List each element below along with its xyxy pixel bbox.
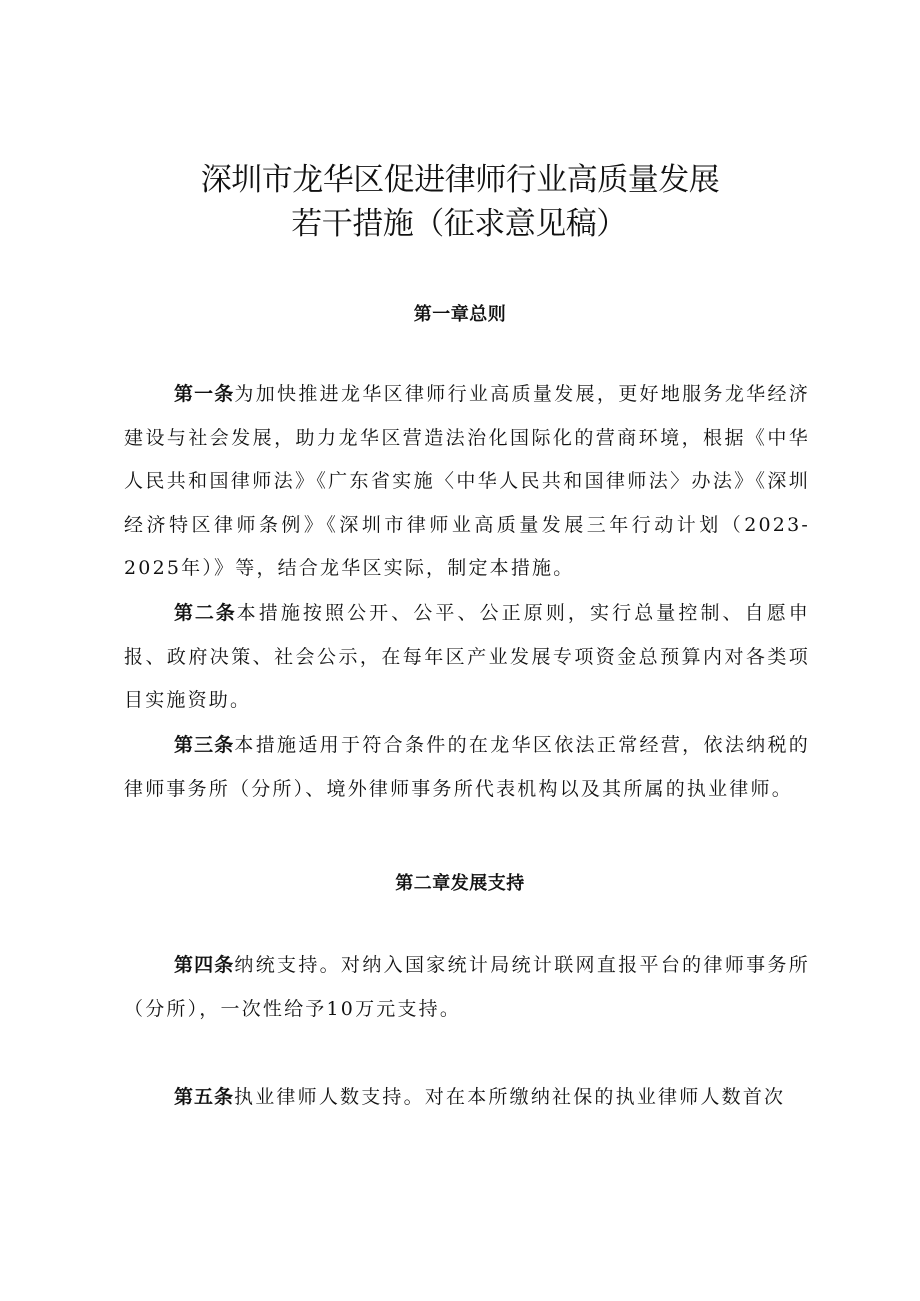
article-label: 第五条 — [174, 1086, 235, 1108]
article-text: 为加快推进龙华区律师行业高质量发展，更好地服务龙华经济建设与社会发展，助力龙华区营造法治化国际化的营商环境，根据《中华人民共和国律师法》《广东省实施〈中华人民共和国律师法〉办法》《深圳经济特区律师条例》《深圳市律师业高质量发展三年行动计划（2023-2025年）》等，结合龙华区实际，制定本措施。 — [124, 383, 810, 579]
article-paragraph — [124, 724, 810, 811]
article-paragraph — [124, 1076, 810, 1120]
article-label: 第二条 — [174, 602, 237, 624]
article-label: 第四条 — [174, 954, 235, 976]
article-label: 第三条 — [174, 734, 235, 756]
title-line-2: 若干措施（征求意见稿） — [291, 206, 627, 242]
article-text: 执业律师人数支持。对在本所缴纳社保的执业律师人数首次 — [234, 1086, 786, 1108]
article-paragraph — [124, 944, 810, 1031]
article-paragraph — [124, 592, 810, 723]
title-line-1: 深圳市龙华区促进律师行业高质量发展 — [200, 162, 720, 198]
chapter-heading: 第二章发展支持 — [395, 873, 525, 894]
article-label: 第一条 — [174, 383, 235, 405]
article-text: 本措施适用于符合条件的在龙华区依法正常经营，依法纳税的律师事务所（分所）、境外律师事务所代表机构以及其所属的执业律师。 — [124, 734, 810, 800]
document-title — [0, 158, 920, 246]
article-paragraph — [124, 373, 810, 591]
article-text: 纳统支持。对纳入国家统计局统计联网直报平台的律师事务所（分所），一次性给予10万元支持。 — [124, 954, 810, 1020]
chapter-heading: 第一章总则 — [413, 304, 507, 325]
article-text: 本措施按照公开、公平、公正原则，实行总量控制、自愿申报、政府决策、社会公示，在每年区产业发展专项资金总预算内对各类项目实施资助。 — [124, 602, 810, 711]
